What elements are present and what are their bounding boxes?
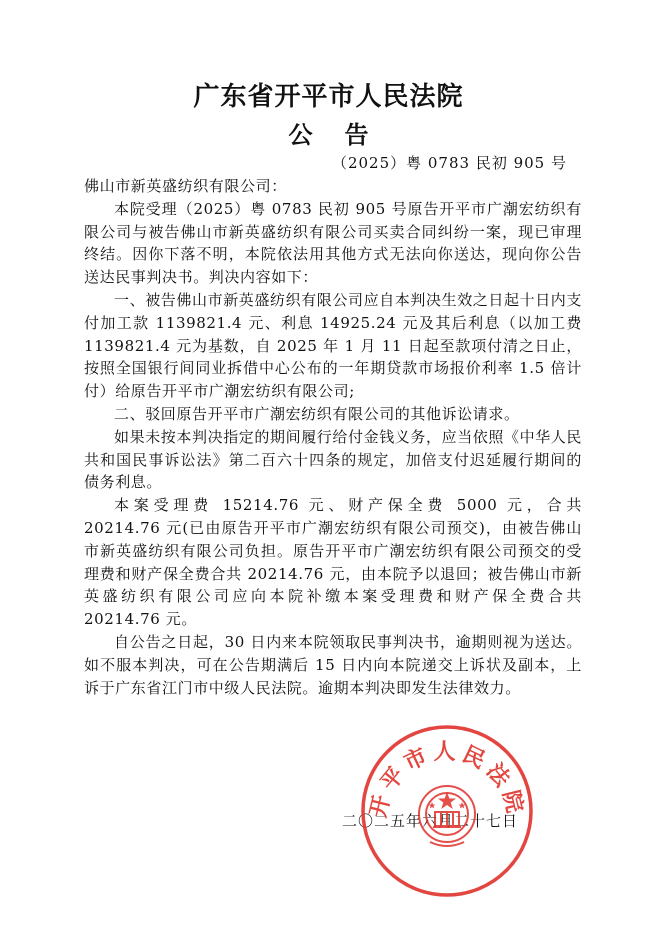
- court-seal: [358, 722, 536, 900]
- addressee: 佛山市新英盛纺织有限公司：: [84, 177, 287, 195]
- paragraph-judgment-2: 二、驳回原告开平市广潮宏纺织有限公司的其他诉讼请求。: [114, 404, 520, 423]
- seal-text: 开平市人民法院: [366, 740, 528, 821]
- paragraph-fees: 本案受理费 15214.76 元、财产保全费 5000 元，合共 20214.76 元(已由原告开平市广潮宏纺织有限公司预交)，由被告佛山市新英盛纺织有限公司负担。原告开平市广潮宏纺织有限公司预交的受理费和财产保全费合共 20214.76 元，由本院予以退回；被告佛山市新英盛纺织有限公司应向本院补缴本案受理费和财产保全费合共 20214.76 元。: [84, 496, 582, 629]
- paragraph-service-appeal: 自公告之日起，30 日内来本院领取民事判决书，逾期则视为送达。如不服本判决，可在公告期满后 15 日内向本院递交上诉状及副本，上诉于广东省江门市中级人民法院。逾期本判决即发生法律效力。: [84, 632, 582, 697]
- court-name: 广东省开平市人民法院: [193, 82, 464, 112]
- case-number: （2025）粤 0783 民初 905 号: [331, 154, 567, 172]
- notice-title: 公告: [288, 121, 401, 149]
- notice-date: 二〇二五年六月二十七日: [342, 812, 519, 830]
- paragraph-judgment-1: 一、被告佛山市新英盛纺织有限公司应自本判决生效之日起十日内支付加工款 1139821.4 元、利息 14925.24 元及其后利息（以加工费 1139821.4 元为基数，自 2025 年 1 月 11 日起至款项付清之日止，按照全国银行间同业拆借中心公布的一年期贷款市场报价利率 1.5 倍计付）给原告开平市广潮宏纺织有限公司;: [84, 290, 583, 401]
- paragraph-intro: 本院受理（2025）粤 0783 民初 905 号原告开平市广潮宏纺织有限公司与被告佛山市新英盛纺织有限公司买卖合同纠纷一案，现已审理终结。因你下落不明，本院依法用其他方式无法向你送达，现向你公告送达民事判决书。判决内容如下：: [84, 199, 582, 287]
- svg-text:开平市人民法院: [366, 740, 528, 820]
- paragraph-delay-interest: 如果未按本判决指定的期间履行给付金钱义务，应当依照《中华人民共和国民事诉讼法》第二百六十四条的规定，加倍支付迟延履行期间的债务利息。: [84, 427, 583, 492]
- notice-body: [84, 175, 582, 699]
